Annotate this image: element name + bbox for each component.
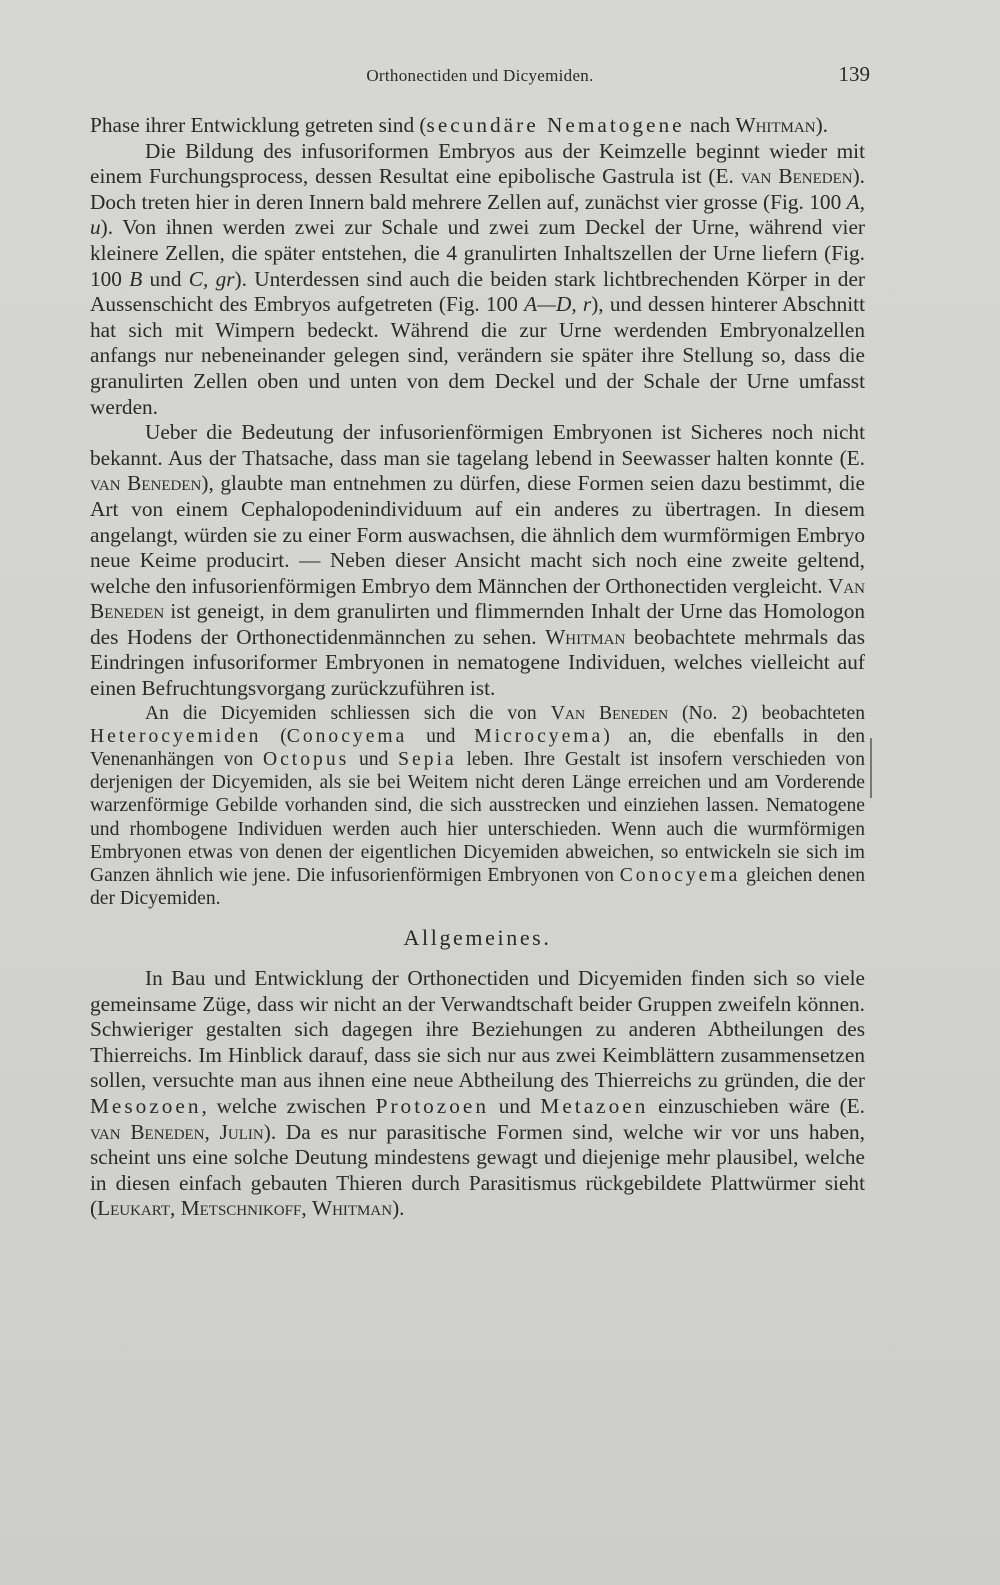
paragraph-continuation: Phase ihrer Entwicklung getreten sind (secundäre Nematogene nach Whitman). [90,113,828,137]
paragraph-allgemeines: In Bau und Entwicklung der Orthonectiden und Dicyemiden finden sich so viele gemeinsame Züge, dass wir nicht an der Verwandtschaft beider Gruppen zweifeln können. Schwieriger gestalten sich dagegen ihre Beziehungen zu anderen Abtheilungen des Thierreichs. Im Hinblick darauf, dass sie sich nur aus zwei Keimblättern zusammensetzen sollen, versuchte man aus ihnen eine neue Abtheilung des Thierreichs zu gründen, die der Mesozoen, welche zwischen Protozoen und Metazoen einzuschieben wäre (E. van Beneden, Julin). Da es nur parasitische Formen sind, welche wir vor uns haben, scheint uns eine solche Deutung mindestens gewagt und diejenige mehr plausibel, welche in diesen einfach gebauten Thieren durch Parasitismus rückgebildete Plattwürmer sieht (Leukart, Metschnikoff, Whitman). [90,966,865,1221]
margin-mark [870,738,872,798]
paragraph-meaning-of-embryos: Ueber die Bedeutung der infusorienförmigen Embryonen ist Sicheres noch nicht bekannt. Aus der Thatsache, dass man sie tagelang lebend in Seewasser halten konnte (E. van Beneden), glaubte man entnehmen zu dürfen, diese Formen seien dazu bestimmt, die Art von einem Cephalopodenindividuum auf ein anderes zu übertragen. In diesem angelangt, würden sie zu einer Form auswachsen, die ähnlich dem wurmförmigen Embryo neue Keime producirt. — Neben dieser Ansicht macht sich noch eine zweite geltend, welche den infusorienförmigen Embryo dem Männchen der Orthonectiden vergleicht. Van Beneden ist geneigt, in dem granulirten und flimmernden Inhalt der Urne das Homologon des Hodens der Orthonectidenmännchen zu sehen. Whitman beobachtete mehrmals das Eindringen infusoriformer Embryonen in nematogene Individuen, welches vielleicht auf einen Befruchtungsvorgang zurückzuführen ist. [90,420,865,701]
page-number: 139 [838,62,870,86]
page-body [90,113,865,1222]
paragraph-infusoriform-development: Die Bildung des infusoriformen Embryos aus der Keimzelle beginnt wieder mit einem Furchungsprocess, dessen Resultat eine epibolische Gastrula ist (E. van Beneden). Doch treten hier in deren Innern bald mehrere Zellen auf, zunächst vier grosse (Fig. 100 A, u). Von ihnen werden zwei zur Schale und zwei zum Deckel der Urne, während vier kleinere Zellen, die später entstehen, die 4 granulirten Inhaltszellen der Urne liefern (Fig. 100 B und C, gr). Unterdessen sind auch die beiden stark lichtbrechenden Körper in der Aussenschicht des Embryos aufgetreten (Fig. 100 A—D, r), und dessen hinterer Abschnitt hat sich mit Wimpern bedeckt. Während die zur Urne werdenden Embryonalzellen anfangs nur nebeneinander gelegen sind, verändern sie später ihre Stellung so, dass die granulirten Zellen oben und unten von dem Deckel und der Schale der Urne umfasst werden. [90,138,865,419]
paragraph-heterocyemiden: An die Dicyemiden schliessen sich die von Van Beneden (No. 2) beobachteten Heterocyemiden (Conocyema und Microcyema) an, die ebenfalls in den Venenanhängen von Octopus und Sepia leben. Ihre Gestalt ist insofern verschieden von derjenigen der Dicyemiden, als sie bei Weitem nicht deren Länge erreichen und am Vorderende warzenförmige Gebilde vorhanden sind, die sich ausstrecken und einziehen lassen. Nematogene und rhombogene Individuen werden auch hier unterschieden. Wenn auch die wurmförmigen Embryonen etwas von denen der eigentlichen Dicyemiden abweichen, so entwickeln sie sich im Ganzen ähnlich wie jene. Die infusorienförmigen Embryonen von Conocyema gleichen denen der Dicyemiden. [90,702,866,910]
running-title: Orthonectiden und Dicyemiden. [366,66,594,85]
section-heading: Allgemeines. [403,925,552,951]
page-header [90,62,870,92]
